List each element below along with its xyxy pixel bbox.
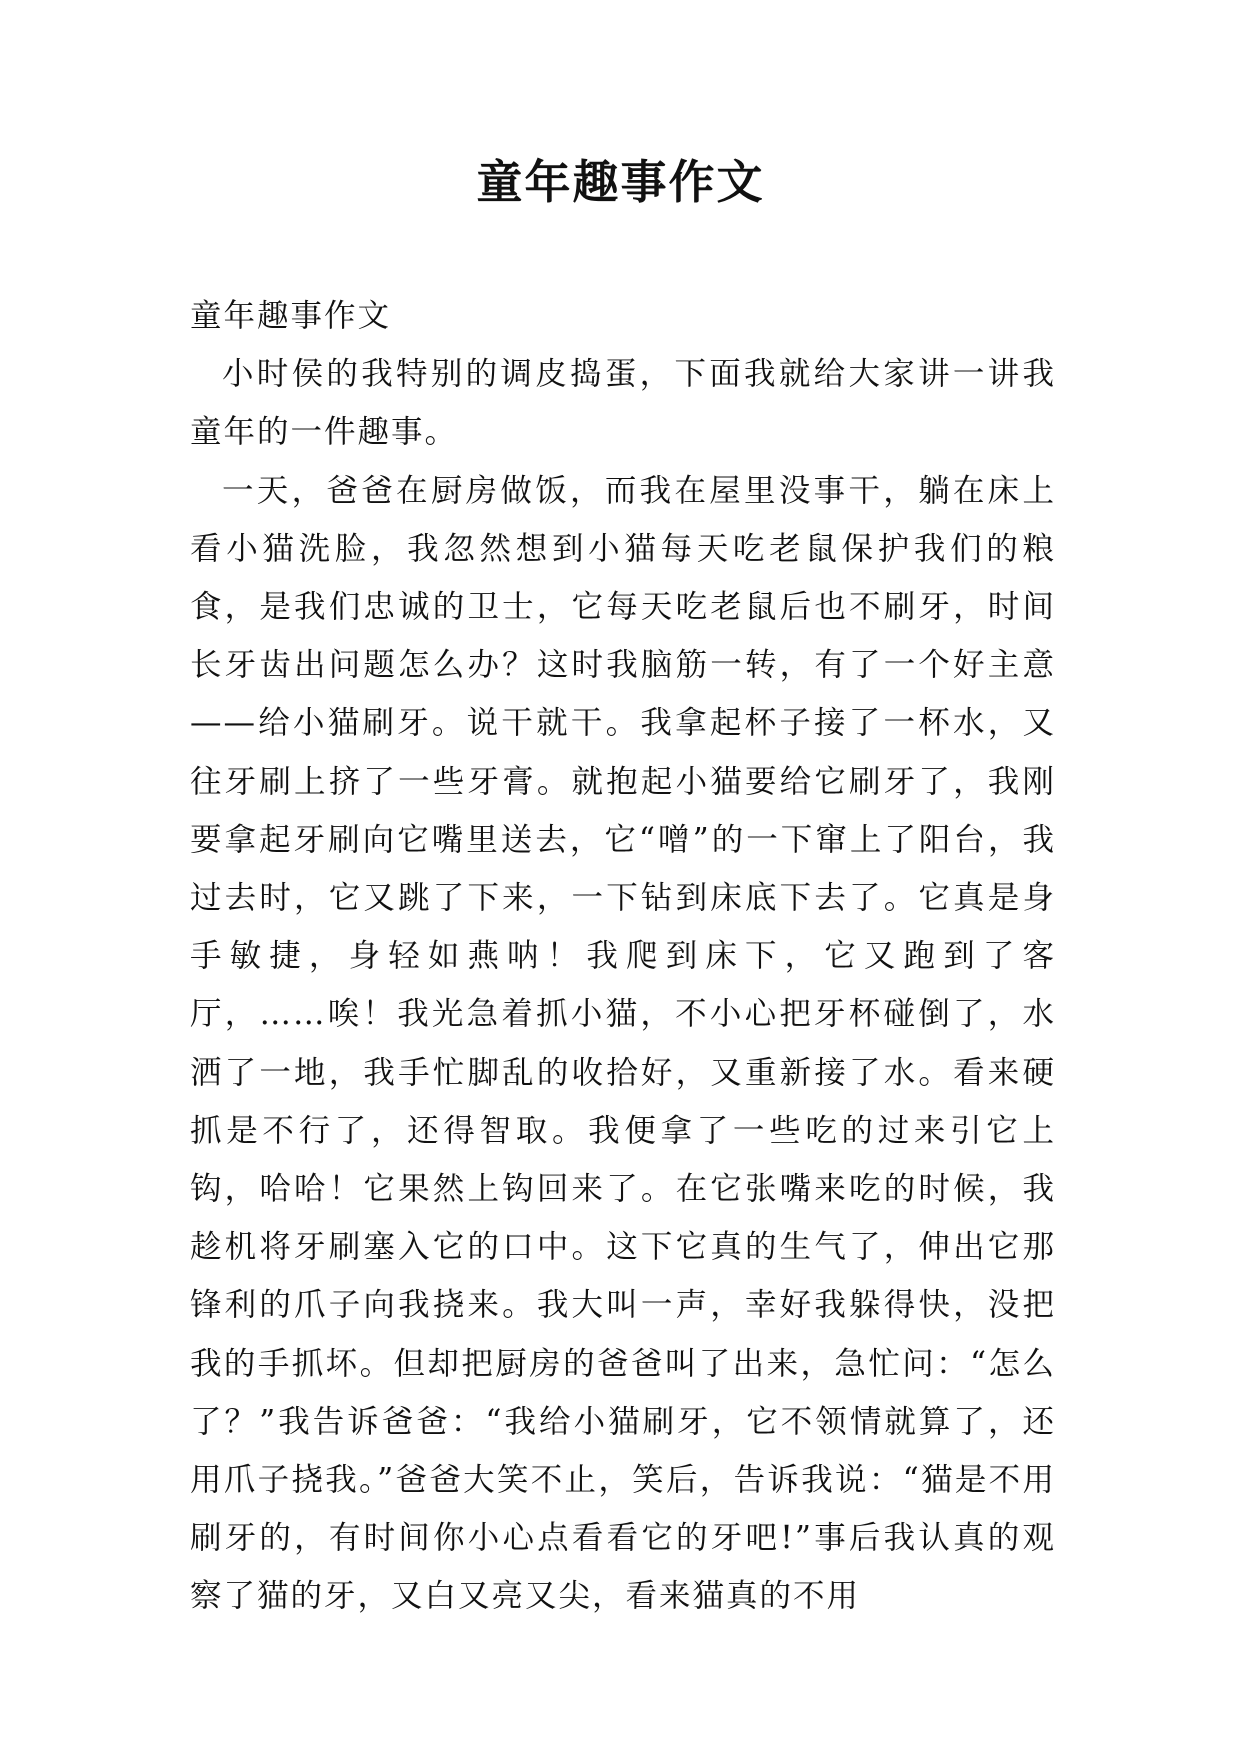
- document-body: [190, 287, 1056, 1626]
- document-subheading: 童年趣事作文: [190, 298, 392, 334]
- paragraph-story: 一天，爸爸在厨房做饭，而我在屋里没事干，躺在床上看小猫洗脸，我忽然想到小猫每天吃老鼠保护我们的粮食，是我们忠诚的卫士，它每天吃老鼠后也不刷牙，时间长牙齿出问题怎么办？这时我脑筋一转，有了一个好主意——给小猫刷牙。说干就干。我拿起杯子接了一杯水，又往牙刷上挤了一些牙膏。就抱起小猫要给它刷牙了，我刚要拿起牙刷向它嘴里送去，它“噌”的一下窜上了阳台，我过去时，它又跳了下来，一下钻到床底下去了。它真是身手敏捷，身轻如燕呐！我爬到床下，它又跑到了客厅，……唉！我光急着抓小猫，不小心把牙杯碰倒了，水洒了一地，我手忙脚乱的收拾好，又重新接了水。看来硬抓是不行了，还得智取。我便拿了一些吃的过来引它上钩，哈哈！它果然上钩回来了。在它张嘴来吃的时候，我趁机将牙刷塞入它的口中。这下它真的生气了，伸出它那锋利的爪子向我挠来。我大叫一声，幸好我躲得快，没把我的手抓坏。但却把厨房的爸爸叫了出来，急忙问：“怎么了？”我告诉爸爸：“我给小猫刷牙，它不领情就算了，还用爪子挠我。”爸爸大笑不止，笑后，告诉我说：“猫是不用刷牙的，有时间你小心点看看它的牙吧!”事后我认真的观察了猫的牙，又白又亮又尖，看来猫真的不用: [190, 472, 1056, 1615]
- document-title: 童年趣事作文: [476, 155, 765, 209]
- paragraph-intro: 小时侯的我特别的调皮捣蛋，下面我就给大家讲一讲我童年的一件趣事。: [190, 356, 1056, 451]
